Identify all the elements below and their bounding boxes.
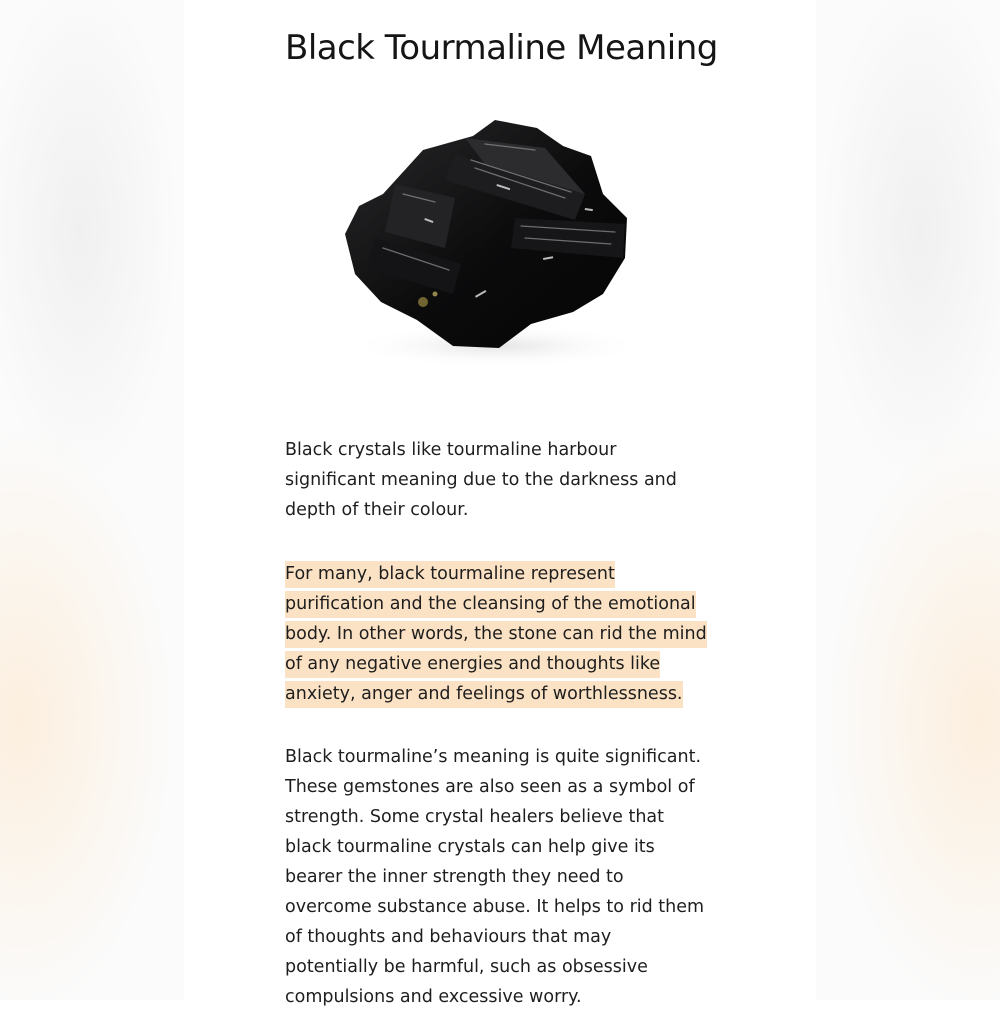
paragraph-highlighted	[285, 559, 715, 709]
paragraph-intro: Black crystals like tourmaline harbour significant meaning due to the darkness and depth of their colour.	[285, 440, 677, 520]
tourmaline-image	[285, 98, 715, 400]
article-title: Black Tourmaline Meaning	[285, 28, 718, 68]
highlighted-text: For many, black tourmaline represent purification and the cleansing of the emotional body. In other words, the stone can rid the mind of any negative energies and thoughts like anxiety, anger and feelings of worthlessness.	[285, 561, 707, 708]
article	[184, 0, 816, 1007]
paragraph-strength: Black tourmaline’s meaning is quite significant. These gemstones are also seen as a symbol of strength. Some crystal healers believe that black tourmaline crystals can help give its bearer the inner strength they need to overcome substance abuse. It helps to rid them of thoughts and behaviours that may potentially be harmful, such as obsessive compulsions and excessive worry.	[285, 747, 705, 1007]
tourmaline-crystal-illustration	[285, 98, 715, 400]
